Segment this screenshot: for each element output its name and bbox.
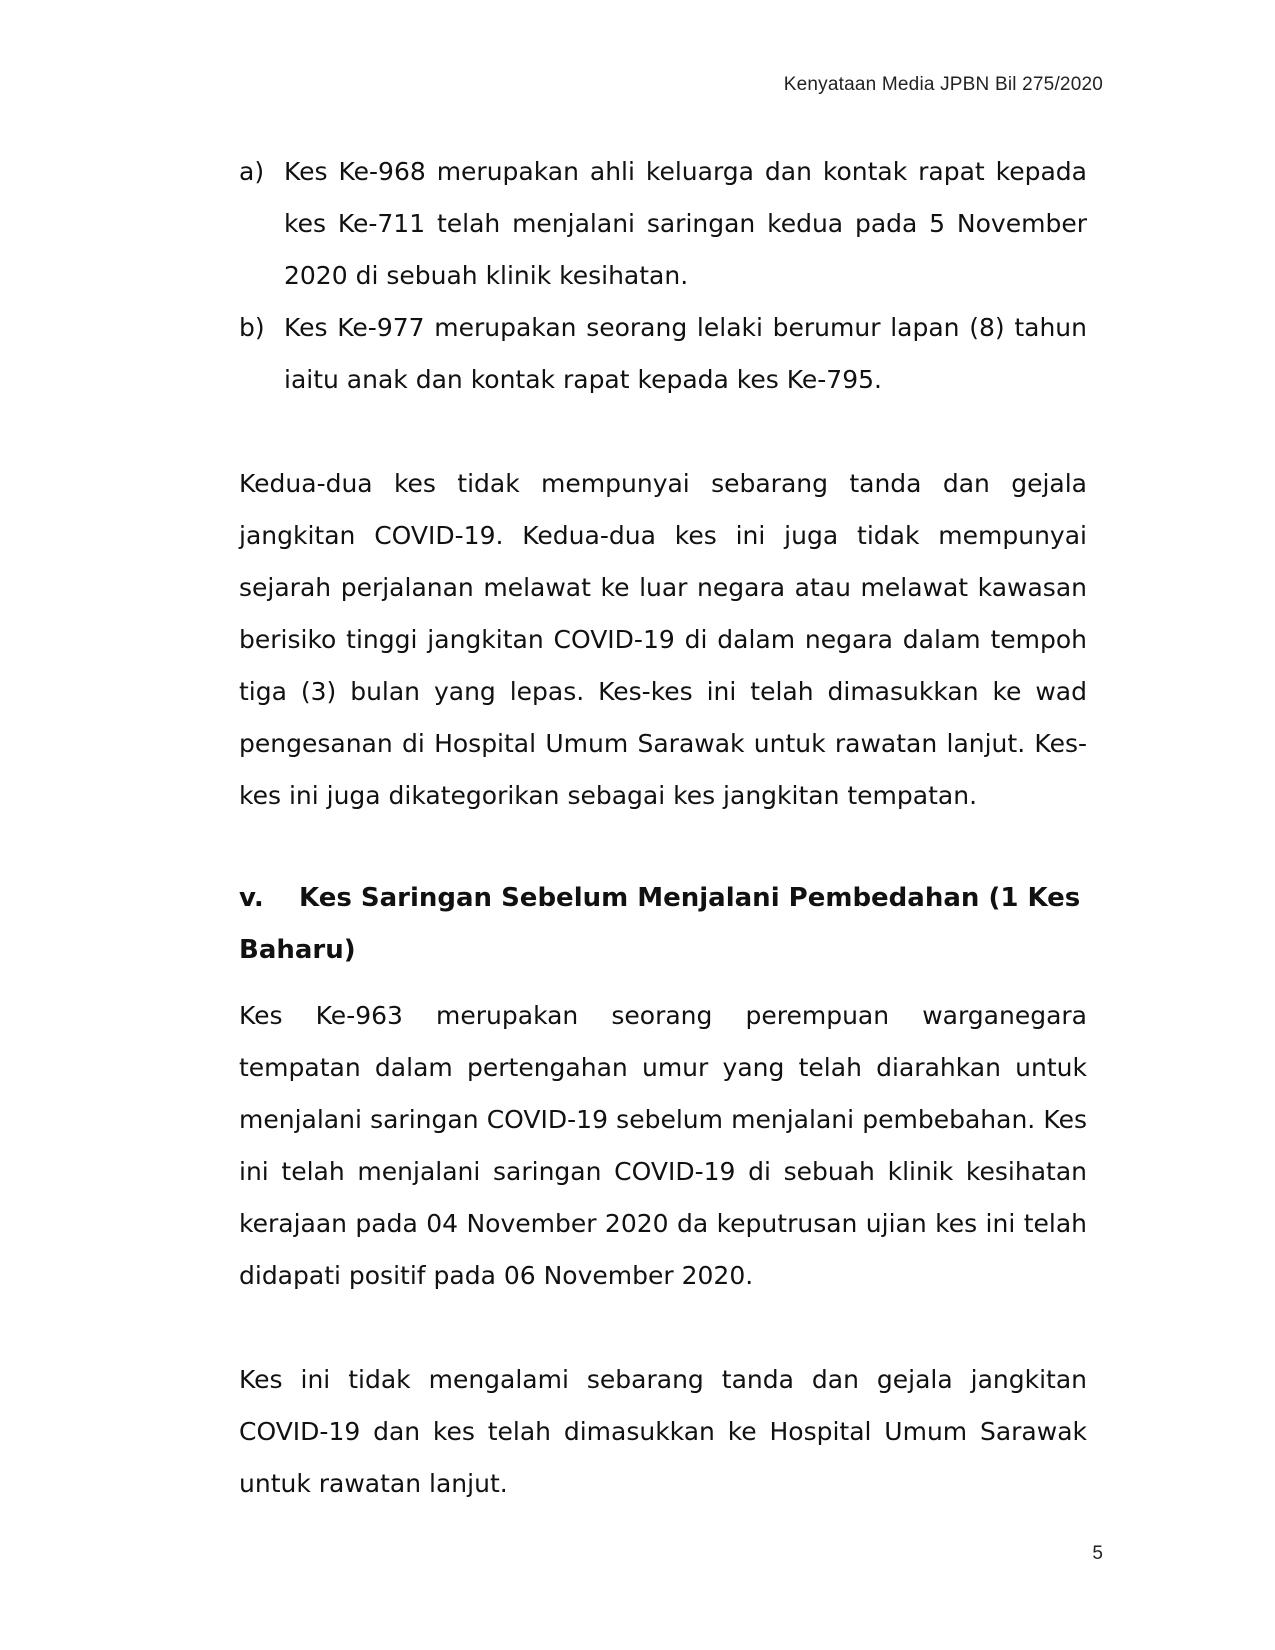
section-number: v. [239,883,264,913]
body-paragraph: Kedua-dua kes tidak mempunyai sebarang tanda dan gejala jangkitan COVID-19. Kedua-dua kes ini juga tidak mempunyai sejarah perjalanan melawat ke luar negara atau melawat kawasan berisiko tinggi jangkitan COVID-19 di dalam negara dalam tempoh tiga (3) bulan yang lepas. Kes-kes ini telah dimasukkan ke wad pengesanan di Hospital Umum Sarawak untuk rawatan lanjut. Kes-kes ini juga dikategorikan sebagai kes jangkitan tempatan. [239,469,1087,810]
document-body [239,146,1087,1510]
page-number: 5 [1092,1543,1103,1564]
list-item-text: Kes Ke-968 merupakan ahli keluarga dan kontak rapat kepada kes Ke-711 telah menjalani saringan kedua pada 5 November 2020 di sebuah klinik kesihatan. [284,157,1087,290]
document-header: Kenyataan Media JPBN Bil 275/2020 [783,74,1103,95]
section-heading [239,872,1087,976]
list-marker: a) [239,157,265,186]
list-marker: b) [239,313,265,342]
body-paragraph: Kes ini tidak mengalami sebarang tanda dan gejala jangkitan COVID-19 dan kes telah dimasukkan ke Hospital Umum Sarawak untuk rawatan lanjut. [239,1365,1087,1498]
list-item-text: Kes Ke-977 merupakan seorang lelaki berumur lapan (8) tahun iaitu anak dan kontak rapat kepada kes Ke-795. [284,313,1087,394]
list-item [239,146,1087,302]
section-title: Kes Saringan Sebelum Menjalani Pembedahan (1 Kes Baharu) [239,883,1081,965]
case-list [239,146,1087,406]
list-item [239,302,1087,406]
body-paragraph: Kes Ke-963 merupakan seorang perempuan warganegara tempatan dalam pertengahan umur yang telah diarahkan untuk menjalani saringan COVID-19 sebelum menjalani pembebahan. Kes ini telah menjalani saringan COVID-19 di sebuah klinik kesihatan kerajaan pada 04 November 2020 da keputrusan ujian kes ini telah didapati positif pada 06 November 2020. [239,1001,1087,1290]
